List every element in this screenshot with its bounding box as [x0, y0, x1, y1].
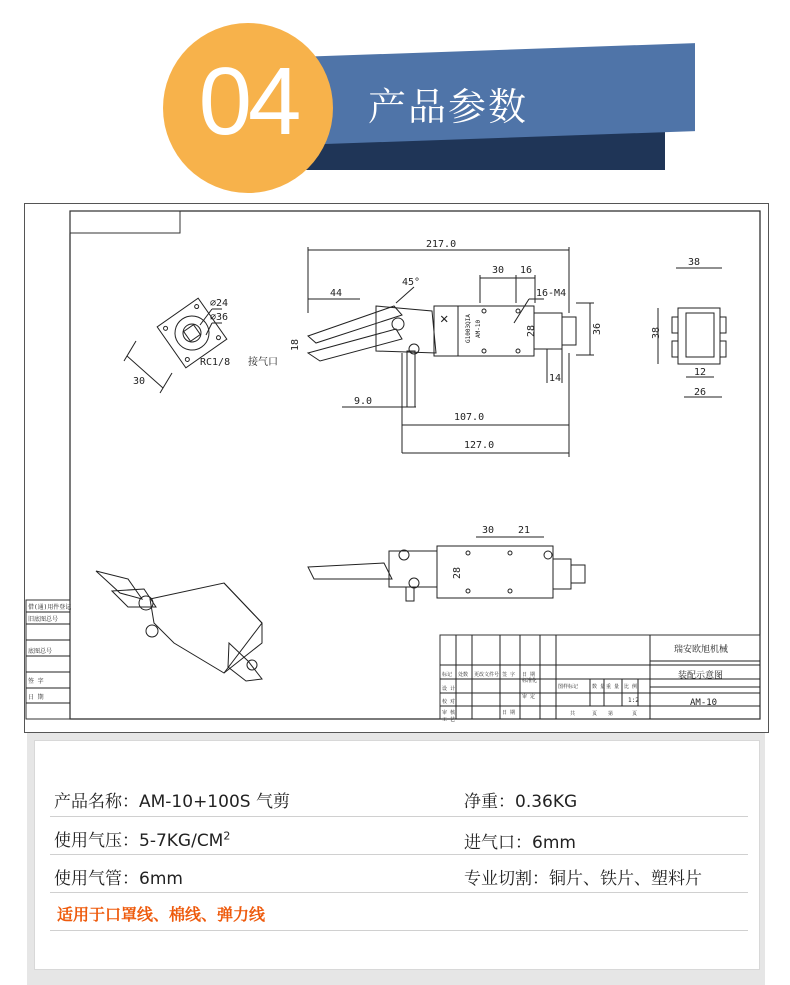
specs-card [34, 740, 760, 970]
divider [50, 816, 748, 817]
tb-role-1: 设 计 [442, 686, 456, 692]
spec-air-tube: 使用气管：6mm [54, 869, 183, 889]
tb-std-3: 日 期 [502, 710, 516, 716]
top-view [308, 525, 585, 601]
divider [50, 892, 748, 893]
registration-box [26, 600, 71, 719]
dim-thread: 16-M4 [536, 288, 567, 299]
dim-end-26: 26 [694, 387, 707, 398]
dim-9: 9.0 [354, 396, 373, 407]
dim-44: 44 [330, 288, 343, 299]
tb-role-4: 工 艺 [442, 717, 456, 723]
dim-end-12: 12 [694, 367, 707, 378]
spec-pressure-sup: 2 [223, 829, 231, 843]
dim-36: 36 [592, 322, 603, 335]
tb-sheet-1: 共 [570, 711, 576, 717]
tb-model: AM-10 [690, 698, 718, 708]
technical-drawing [24, 203, 769, 733]
front-view [124, 298, 278, 393]
tb-std-1: 标准化 [522, 678, 538, 684]
end-view [651, 257, 726, 398]
tb-drawing-name: 装配示意图 [678, 671, 724, 681]
tb-col-1: 图样标记 [558, 684, 579, 690]
divider [50, 930, 748, 931]
dim-bot-21: 21 [518, 525, 531, 536]
dim-end-38w: 38 [688, 257, 701, 268]
label-air-inlet: 接气口 [248, 357, 278, 368]
spec-product-name: 产品名称：AM-10+100S 气剪 [54, 792, 290, 812]
dim-30: 30 [492, 265, 505, 276]
tb-head-5: 日 期 [522, 672, 536, 678]
dim-127: 127.0 [464, 440, 495, 451]
divider [50, 854, 748, 855]
reg-label-4: 签 字 [28, 678, 44, 685]
dim-107: 107.0 [454, 412, 485, 423]
reg-label-2: 旧底图总号 [28, 616, 59, 623]
tb-scale: 1:2 [628, 697, 639, 704]
dim-28: 28 [526, 324, 537, 337]
tool-mark-2: AM-10 [475, 319, 482, 338]
dim-18: 18 [290, 338, 301, 351]
spec-air-inlet: 进气口：6mm [464, 833, 576, 853]
tb-col-2: 数 量 [592, 684, 606, 690]
spec-net-weight: 净重：0.36KG [464, 792, 578, 812]
dim-16: 16 [520, 265, 533, 276]
tb-sheet-2: 页 [592, 711, 598, 717]
tb-company: 瑞安欧旭机械 [674, 645, 729, 655]
dim-dia36: ⌀36 [210, 312, 229, 323]
spec-note: 适用于口罩线、棉线、弹力线 [57, 905, 266, 924]
tb-sheet-4: 页 [632, 711, 638, 717]
section-header [0, 0, 790, 200]
dim-dia24: ⌀24 [210, 298, 229, 309]
dim-angle: 45° [402, 277, 421, 288]
spec-air-pressure: 使用气压：$5-7KG/CM^2$ [54, 829, 231, 851]
dim-bot-28: 28 [452, 566, 463, 579]
tool-mark-1: G1003QIA [465, 314, 472, 343]
tb-role-3: 审 核 [442, 710, 456, 716]
svg-text:✕: ✕ [440, 311, 449, 327]
dim-end-38h: 38 [651, 326, 662, 339]
dim-217: 217.0 [426, 239, 457, 250]
dim-14: 14 [549, 373, 562, 384]
label-rc: RC1/8 [200, 357, 231, 368]
section-title: 产品参数 [368, 85, 529, 129]
tb-head-2: 处数 [458, 672, 469, 678]
reg-label-1: 借(通)用件登记 [28, 604, 72, 611]
perspective-view [96, 571, 262, 681]
side-view [290, 239, 603, 457]
spec-cutting: 专业切割：铜片、铁片、塑料片 [464, 869, 702, 889]
tb-role-2: 校 对 [442, 699, 456, 705]
reg-label-5: 日 期 [28, 694, 44, 701]
tb-head-1: 标记 [442, 672, 453, 678]
dim-bot-30: 30 [482, 525, 495, 536]
tb-col-4: 比 例 [624, 684, 638, 690]
tb-col-3: 重 量 [606, 684, 620, 690]
section-number: 04 [198, 48, 298, 155]
tb-head-4: 签 字 [502, 672, 516, 678]
dim-front-30: 30 [133, 376, 146, 387]
tb-sheet-3: 第 [608, 711, 614, 717]
title-block [440, 635, 760, 723]
reg-label-3: 底图总号 [28, 648, 53, 655]
tb-head-3: 更改文件号 [474, 672, 500, 678]
tb-std-2: 审 定 [522, 694, 536, 700]
